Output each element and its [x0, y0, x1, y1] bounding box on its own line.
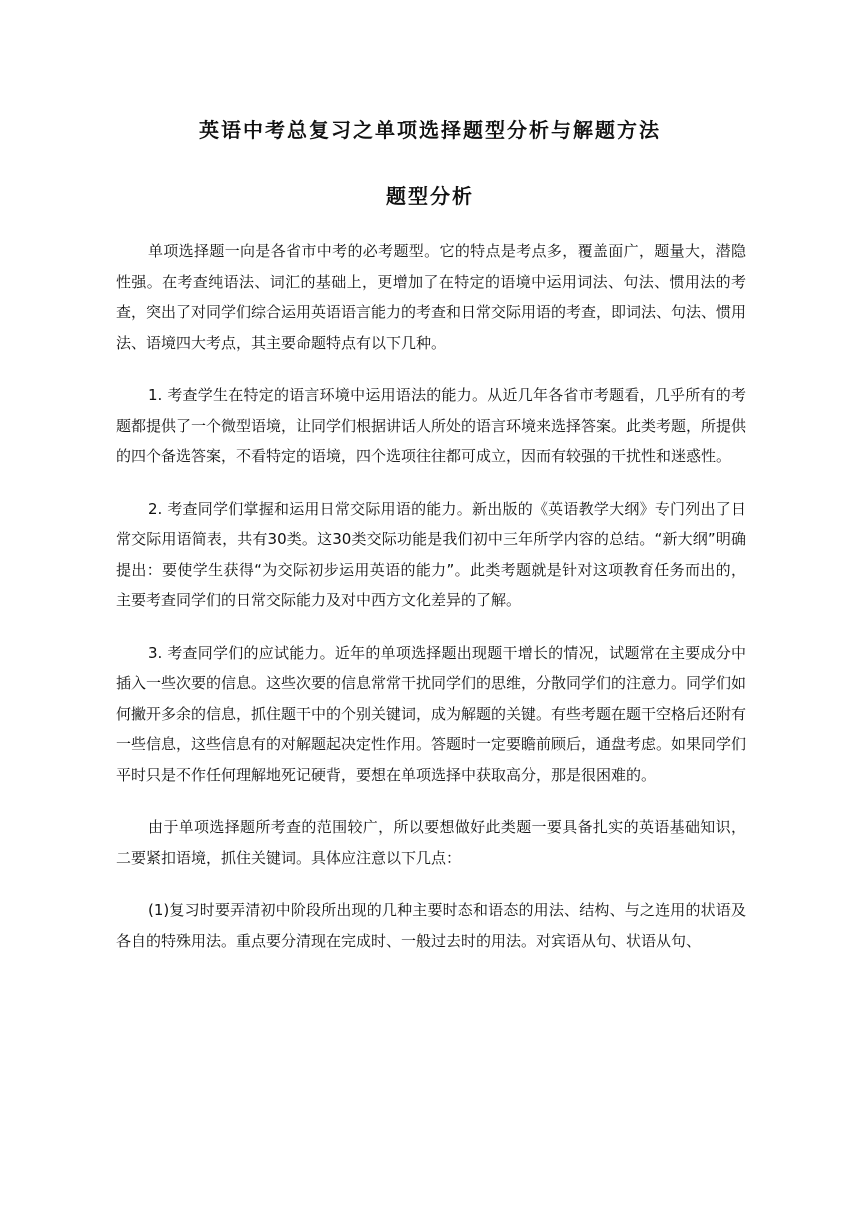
- paragraph-point-3: 3. 考查同学们的应试能力。近年的单项选择题出现题干增长的情况，试题常在主要成分中插入一些次要的信息。这些次要的信息常常干扰同学们的思维，分散同学们的注意力。同学们如何撇开多余的信息，抓住题干中的个别关键词，成为解题的关键。有些考题在题干空格后还附有一些信息，这些信息有的对解题起决定性作用。答题时一定要瞻前顾后，通盘考虑。如果同学们平时只是不作任何理解地死记硬背，要想在单项选择中获取高分，那是很困难的。: [116, 643, 747, 784]
- document-body: [116, 236, 746, 978]
- paragraph-point-1: 1. 考查学生在特定的语言环境中运用语法的能力。从近几年各省市考题看，几乎所有的考题都提供了一个微型语境，让同学们根据讲话人所处的语言环境来选择答案。此类考题，所提供的四个备选答案，不看特定的语境，四个选项往往都可成立，因而有较强的干扰性和迷惑性。: [116, 386, 747, 465]
- paragraph-tip-1: (1)复习时要弄清初中阶段所出现的几种主要时态和语态的用法、结构、与之连用的状语及各自的特殊用法。重点要分清现在完成时、一般过去时的用法。对宾语从句、状语从句、: [116, 901, 746, 950]
- document-title: 英语中考总复习之单项选择题型分析与解题方法: [199, 118, 661, 142]
- paragraph-summary: 由于单项选择题所考查的范围较广，所以要想做好此类题一要具备扎实的英语基础知识，二要紧扣语境，抓住关键词。具体应注意以下几点：: [116, 818, 746, 867]
- paragraph-intro: 单项选择题一向是各省市中考的必考题型。它的特点是考点多，覆盖面广，题量大，潜隐性强。在考查纯语法、词汇的基础上，更增加了在特定的语境中运用词法、句法、惯用法的考查，突出了对同学们综合运用英语语言能力的考查和日常交际用语的考查，即词法、句法、惯用法、语境四大考点，其主要命题特点有以下几种。: [116, 242, 747, 352]
- section-heading: 题型分析: [386, 184, 474, 208]
- paragraph-point-2: 2. 考查同学们掌握和运用日常交际用语的能力。新出版的《英语教学大纲》专门列出了日常交际用语简表，共有30类。这30类交际功能是我们初中三年所学内容的总结。“新大纲”明确提出：要使学生获得“为交际初步运用英语的能力”。此类考题就是针对这项教育任务而出的，主要考查同学们的日常交际能力及对中西方文化差异的了解。: [116, 499, 746, 609]
